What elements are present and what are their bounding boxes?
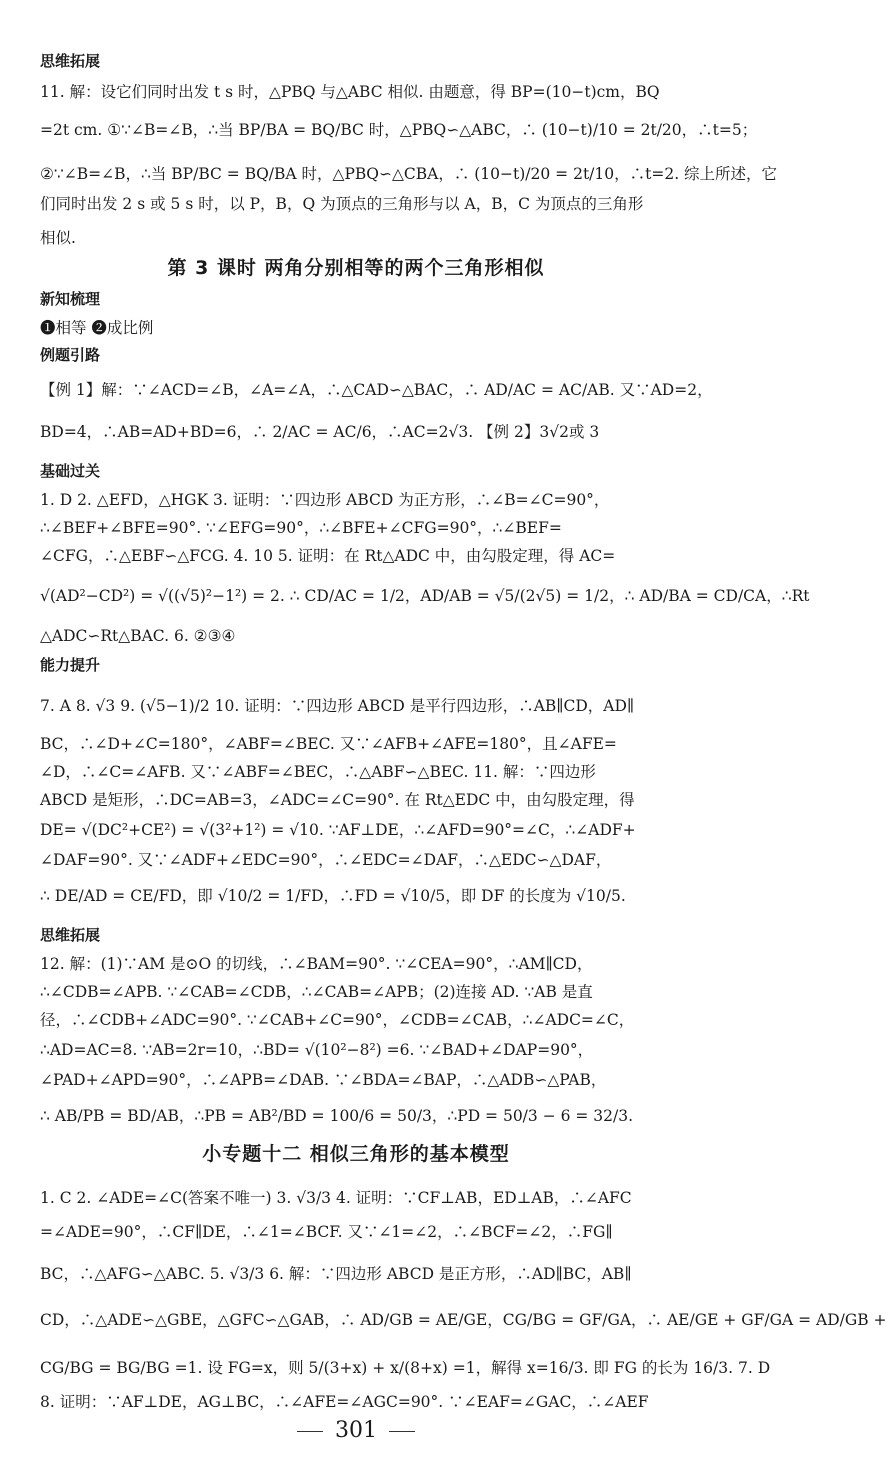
text-line: 1. D 2. △EFD，△HGK 3. 证明：∵四边形 ABCD 为正方形，∴∠B=∠C=90°， [40,491,610,509]
text-line: ∴AD=AC=8. ∵AB=2r=10，∴BD= √(10²−8²) =6. ∵∠BAD+∠DAP=90°， [40,1041,594,1059]
text-line: △ADC∽Rt△BAC. 6. ②③④ [40,627,236,645]
text-line: ∠PAD+∠APD=90°，∴∠APB=∠DAB. ∵∠BDA=∠BAP，∴△ADB∽△PAB， [40,1071,607,1089]
text-line: 7. A 8. √3 9. (√5−1)/2 10. 证明：∵四边形 ABCD 是平行四边形，∴AB∥CD，AD∥ [40,697,635,715]
text-line: 1. C 2. ∠ADE=∠C(答案不唯一) 3. √3/3 4. 证明：∵CF⊥AB，ED⊥AB，∴∠AFC [40,1189,632,1207]
text-line: 12. 解：(1)∵AM 是⊙O 的切线，∴∠BAM=90°. ∵∠CEA=90°，∴AM∥CD， [40,955,593,973]
text-line: 径，∴∠CDB+∠ADC=90°. ∵∠CAB+∠C=90°，∠CDB=∠CAB，∴∠ADC=∠C， [40,1011,635,1029]
section-heading-siwei-2: 思维拓展 [40,926,101,944]
text-line: ∴∠BEF+∠BFE=90°. ∵∠EFG=90°，∴∠BFE+∠CFG=90°，∴∠BEF= [40,519,562,537]
xinzhi-answers: ❶相等 ❷成比例 [40,319,154,337]
text-line: CG/BG = BG/BG =1. 设 FG=x，则 5/(3+x) + x/(8+x) =1，解得 x=16/3. 即 FG 的长为 16/3. 7. D [40,1359,771,1377]
section-heading-siwei: 思维拓展 [40,52,101,70]
text-line: ∴ DE/AD = CE/FD，即 √10/2 = 1/FD，∴FD = √10/5，即 DF 的长度为 √10/5. [40,887,626,905]
text-line: BC，∴∠D+∠C=180°，∠ABF=∠BEC. 又∵∠AFB+∠AFE=180°，且∠AFE= [40,735,617,753]
text-line: ∠D，∴∠C=∠AFB. 又∵∠ABF=∠BEC，∴△ABF∽△BEC. 11. 解：∵四边形 [40,763,596,781]
text-line: ∠DAF=90°. 又∵∠ADF+∠EDC=90°，∴∠EDC=∠DAF，∴△EDC∽△DAF， [40,851,612,869]
section-heading-jichu: 基础过关 [40,462,101,480]
page-number-footer [0,1416,712,1446]
text-line: BD=4，∴AB=AD+BD=6，∴ 2/AC = AC/6，∴AC=2√3. 【例 2】3√2或 3 [40,423,600,441]
text-line: =∠ADE=90°，∴CF∥DE，∴∠1=∠BCF. 又∵∠1=∠2，∴∠BCF=∠2，∴FG∥ [40,1223,613,1241]
topic-title: 小专题十二 相似三角形的基本模型 [202,1143,510,1165]
section-heading-nengli: 能力提升 [40,656,101,674]
text-line: ∠CFG，∴△EBF∽△FCG. 4. 10 5. 证明：在 Rt△ADC 中，由勾股定理，得 AC= [40,547,616,565]
text-line: √(AD²−CD²) = √((√5)²−1²) = 2. ∴ CD/AC = 1/2，AD/AB = √5/(2√5) = 1/2，∴ AD/BA = CD/CA，∴Rt [40,587,810,605]
footer-dash-right [389,1431,415,1432]
lesson-title: 第 3 课时 两角分别相等的两个三角形相似 [167,257,545,279]
text-line: ∴ AB/PB = BD/AB，∴PB = AB²/BD = 100/6 = 50/3，∴PD = 50/3 − 6 = 32/3. [40,1107,634,1125]
page-number: 301 [335,1418,377,1443]
footer-dash-left [297,1431,323,1432]
text-line: =2t cm. ①∵∠B=∠B，∴当 BP/BA = BQ/BC 时，△PBQ∽△ABC，∴ (10−t)/10 = 2t/20，∴t=5； [40,121,758,139]
text-line: 们同时出发 2 s 或 5 s 时，以 P，B，Q 为顶点的三角形与以 A，B，C 为顶点的三角形 [40,195,644,213]
text-line: 相似. [40,229,76,247]
text-line: ∴∠CDB=∠APB. ∵∠CAB=∠CDB，∴∠CAB=∠APB；(2)连接 AD. ∵AB 是直 [40,983,593,1001]
section-heading-liti: 例题引路 [40,346,101,364]
text-line: BC，∴△AFG∽△ABC. 5. √3/3 6. 解：∵四边形 ABCD 是正方形，∴AD∥BC，AB∥ [40,1265,632,1283]
text-line: ABCD 是矩形，∴DC=AB=3，∠ADC=∠C=90°. 在 Rt△EDC 中，由勾股定理，得 [40,791,635,809]
binding-edge-marks [0,0,12,1472]
text-line: 11. 解：设它们同时出发 t s 时，△PBQ 与△ABC 相似. 由题意，得 BP=(10−t)cm，BQ [40,83,660,101]
section-heading-xinzhi: 新知梳理 [40,290,101,308]
text-line: CD，∴△ADE∽△GBE，△GFC∽△GAB，∴ AD/GB = AE/GE，CG/BG = GF/GA，∴ AE/GE + GF/GA = AD/GB + [40,1311,887,1329]
text-line: ②∵∠B=∠B，∴当 BP/BC = BQ/BA 时，△PBQ∽△CBA，∴ (10−t)/20 = 2t/10，∴t=2. 综上所述，它 [40,165,778,183]
text-line: 【例 1】解：∵∠ACD=∠B，∠A=∠A，∴△CAD∽△BAC，∴ AD/AC = AC/AB. 又∵AD=2， [40,381,713,399]
text-line: 8. 证明：∵AF⊥DE，AG⊥BC，∴∠AFE=∠AGC=90°. ∵∠EAF=∠GAC，∴∠AEF [40,1393,649,1411]
text-line: DE= √(DC²+CE²) = √(3²+1²) = √10. ∵AF⊥DE，∴∠AFD=90°=∠C，∴∠ADF+ [40,821,636,839]
